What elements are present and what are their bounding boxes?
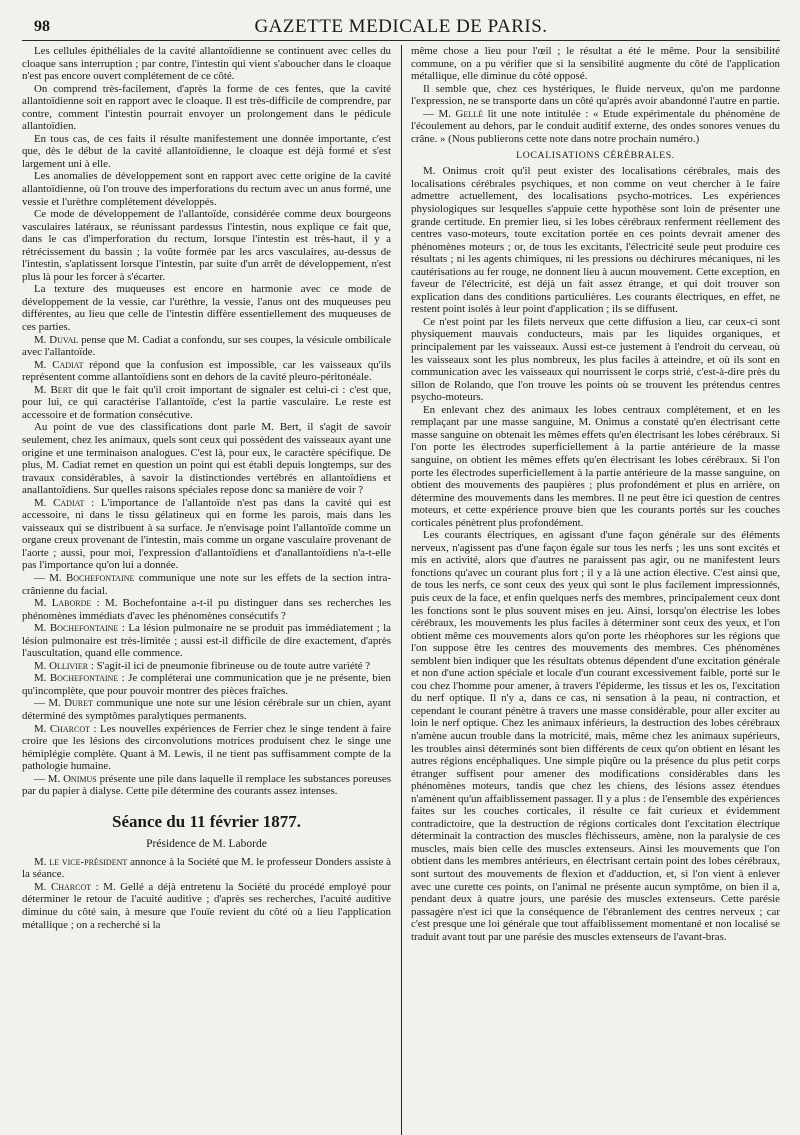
paragraph xyxy=(22,497,391,572)
dash-prefix: — M. xyxy=(423,107,456,120)
paragraph-text: annonce à la Société que M. le professeur Donders assiste à la séance. xyxy=(22,855,391,881)
speaker-name: Gellé xyxy=(455,107,483,120)
journal-title: GAZETTE MEDICALE DE PARIS. xyxy=(254,16,548,37)
paragraph xyxy=(22,672,391,697)
speaker-name: M. Onimus xyxy=(423,165,478,178)
paragraph xyxy=(22,773,391,798)
speaker-name: M. Bochefontaine xyxy=(34,622,119,635)
paragraph-text: pense que M. Cadiat a confondu, sur ses coupes, la vésicule ombilicale avec l'allantoïde. xyxy=(22,333,391,359)
speaker-name: Bochefontaine xyxy=(65,571,135,584)
paragraph-text: : Je compléterai une communication que je ne présente, bien qu'incomplète, que pour pouvoir montrer des pièces fraîches. xyxy=(22,672,391,697)
paragraph-text: : M. Bochefontaine a-t-il pu distinguer dans ses recherches les phénomènes immédiats d'avec les phénomènes consécutifs ? xyxy=(22,597,391,622)
speaker-name: M. Charcot xyxy=(34,722,91,735)
paragraph-text: communique une note sur une lésion cérébrale sur un chien, ayant déterminé des symptômes paralytiques permanents. xyxy=(22,697,391,722)
speaker-name: Duret xyxy=(64,697,93,710)
speaker-name: M. Cadiat xyxy=(34,358,84,371)
paragraph xyxy=(22,572,391,597)
paragraph-text: dit que le fait qu'il croit important de signaler est celui-ci : c'est que, pour lui, ce qui caractérise l'allantoïde, c'est la partie vasculaire. Le reste est accessoire et de formation consécutive. xyxy=(22,383,391,421)
paragraph xyxy=(411,108,780,146)
paragraph xyxy=(22,697,391,722)
paragraph: Ce mode de développement de l'allantoïde, considérée comme deux bourgeons vasculaires latéraux, se réunissant pardessus l'intestin, nous explique ce fait que, dans le cas d'imperforation du rectum, lorsque l'intestin est très-haut, il y a rétrécissement du bassin ; la voûte formée par les arcs vasculaires, au-dessus de l'intestin, s'aplatissent lorsque l'intestin, par suite d'un arrêt de développement, n'est plus là pour les forcer à s'écarter. xyxy=(22,208,391,283)
paragraph xyxy=(22,723,391,773)
dash-prefix: — M. xyxy=(34,571,66,584)
two-column-body xyxy=(22,45,780,1135)
paragraph-text: lit une note intitulée : « Etude expérimentale du phénomène de l'écoulement au dehors, par le conduit auditif externe, des ondes sonores venues du crâne. » (Nous publierons cette note dans notre prochain numéro.) xyxy=(411,107,780,145)
paragraph: Il semble que, chez ces hystériques, le fluide nerveux, qu'on me pardonne l'expression, ne se transporte dans un côté qu'après avoir abandonné l'autre en partie. xyxy=(411,82,780,108)
paragraph: Les cellules épithéliales de la cavité allantoïdienne se continuent avec celles du cloaque sans interruption ; par contre, l'intestin qui vient s'aboucher dans le cloaque n'est pas encore ouvert complétement de ce côté. xyxy=(22,45,391,83)
paragraph xyxy=(22,856,391,881)
paragraph: On comprend très-facilement, d'après la forme de ces fentes, que la cavité allantoïdienne soit en rapport avec le cloaque. Il est très-difficile de comprendre, par contre, comment l'intestin pourrait envoyer un prolongement dans le pédicule allantoïdien. xyxy=(22,82,391,133)
paragraph-text: communique une note sur les effets de la section intra-crânienne du facial. xyxy=(22,571,391,597)
speaker-name: M. Charcot xyxy=(34,880,92,893)
speaker-name: M. Bochefontaine xyxy=(34,672,119,685)
paragraph-text: présente une pile dans laquelle il remplace les substances poreuses par du papier à dialyse. Cette pile détermine des courants assez intenses. xyxy=(22,772,391,798)
speaker-name: M. Laborde xyxy=(34,597,92,610)
paragraph xyxy=(22,881,391,931)
left-column xyxy=(22,45,391,1135)
speaker-name: Onimus xyxy=(63,772,97,785)
paragraph: En enlevant chez des animaux les lobes centraux complétement, et en les remplaçant par une masse sanguine, M. Onimus a constaté qu'en électrisant cette masse sanguine on obtenait les mêmes effets qu'en électrisant les lobes cérébraux. Si l'on porte les électrodes superficiellement à la partie antérieure de la masse sanguine, on obtient les mêmes effets qu'en électrisant les lobes cérébraux. Si l'on porte les électrodes superficiellement à la partie antérieure de la masse sanguine, on obtient des mouvements des paupières ; plus profondément et plus en arrière, on détermine des mouvements dans les membres. Il ne peut être ici question de centres moteurs, et cette expérience prouve bien que les courants portés sur les couches corticales pénètrent plus profondément. xyxy=(411,403,780,529)
paragraph: Ce n'est point par les filets nerveux que cette diffusion a lieu, car ceux-ci sont physiquement mauvais conducteurs, mais par les liquides organiques, et principalement par les vaisseaux. Aussi est-ce justement à l'endroit du cerveau, où les vaisseaux sont les plus nombreux, les plus faciles à atteindre, et où ils sont en communication avec les vaisseaux qui nourrissent le corps strié, c'est-à-dire près du sillon de Rolando, que l'on trouve les points où se trouvent les prétendus centres psycho-moteurs. xyxy=(411,315,780,404)
paragraph: même chose a lieu pour l'œil ; le résultat a été le même. Pour la sensibilité commune, on a pu vérifier que si la sensibilité augmente du côté de l'application métallique, elle diminue du côté opposé. xyxy=(411,45,780,83)
dash-prefix: — M. xyxy=(34,772,64,785)
paragraph xyxy=(22,597,391,622)
presidency-line: Présidence de M. Laborde xyxy=(146,837,267,850)
paragraph xyxy=(22,334,391,359)
section-heading: LOCALISATIONS CÉRÉBRALES. xyxy=(516,150,675,162)
speaker-name: M. Ollivier xyxy=(34,659,89,672)
paragraph: En tous cas, de ces faits il résulte manifestement une donnée importante, c'est que, dès le début de la cavité allantoïdienne, le cloaque est déjà formé et s'est largement uni à elle. xyxy=(22,132,391,170)
dash-prefix: — M. xyxy=(34,697,65,710)
right-column xyxy=(401,45,780,1135)
paragraph xyxy=(411,165,780,316)
speaker-name: M. le vice-président xyxy=(34,855,128,868)
paragraph-text: : L'importance de l'allantoïde n'est pas dans la cavité qui est accessoire, ni dans le tissu gélatineux qui en forme les parois, mais dans les vaisseaux qui se distribuent à sa surface. Je n'envisage point l'allantoïde comme un organe creux provenant de l'intestin, mais comme un organe vasculaire provenant de l'aorte ; aussi, pour moi, l'expression d'allantoïdiens et d'anallantoïdiens n'a-t-elle pas l'importance qu'on lui a donnée. xyxy=(22,496,391,572)
paragraph: Au point de vue des classifications dont parle M. Bert, il s'agit de savoir seulement, chez les animaux, quels sont ceux qui possèdent des vaisseaux ayant une origine et une terminaison analogues. C'est là, pour eux, le caractère spécifique. De plus, M. Cadiat remet en question un point qui est établi depuis longtemps, sur des travaux considérables, à savoir la distinctiondes vertébrés en allantoïdiens et anallantoïdiens. Sur quelles raisons spéciales repose donc sa manière de voir ? xyxy=(22,421,391,497)
paragraph xyxy=(22,622,391,660)
paragraph-text: : Les nouvelles expériences de Ferrier chez le singe tendent à faire croire que les lésions des circonvolutions motrices produisent chez le singe une hémiplégie complète. Quant à M. Lewis, il ne tient pas suffisamment compte de la pathologie humaine. xyxy=(22,722,391,773)
paragraph xyxy=(22,660,391,673)
speaker-name: M. Cadiat xyxy=(34,496,85,509)
speaker-name: M. Bert xyxy=(34,383,73,396)
paragraph xyxy=(22,359,391,384)
paragraph xyxy=(22,384,391,422)
paragraph-text: : M. Gellé a déjà entretenu la Société du procédé employé pour déterminer le retour de l'acuité auditive ; d'après ses recherches, l'acuité auditive diminue du côté sain, à mesure que l'ouïe revient du côté où a lieu l'application métallique ; on a recherché si la xyxy=(22,880,391,931)
speaker-name: M. Duval xyxy=(34,333,79,346)
paragraph-text: croit qu'il peut exister des localisations cérébrales, mais des localisations cérébrales psychiques, et non comme on veut chercher à le faire admettre actuellement, des localisations psycho-motrices. Les expériences physiologiques sur lesquelles s'appuie cette hypothèse sont loin de présenter une grande certitude. En premier lieu, si les lobes cérébraux renferment réellement des centres vaso-moteurs, toute excitation portée en ces points devrait amener des phénomènes moteurs ; or, de tous les excitants, l'électricité seule peut produire ces résultats ; ni les agents chimiques, ni les pressions ou déchirures mécaniques, ni les cautérisations au fer rouge, ne donnent lieu à aucun mouvement. Cette exception, en faveur de l'électricité, est déjà un fait assez étrange, et qui doit trouver son explication dans des conditions particulières. Les courants électriques, en effet, ne restent point isolés à leur point d'application ; ils se diffusent. xyxy=(411,165,780,316)
paragraph: Les anomalies de développement sont en rapport avec cette origine de la cavité allantoïdienne, où l'on trouve des imperforations du rectum avec un anus formé, une vessie et l'urèthre complétement développés. xyxy=(22,170,391,208)
paragraph-text: répond que la confusion est impossible, car les vaisseaux qu'ils représentent comme allantoïdiens sont en dehors de la cavité pleuro-péritonéale. xyxy=(22,358,391,384)
session-heading: Séance du 11 février 1877. xyxy=(111,811,302,831)
page-number: 98 xyxy=(34,18,50,35)
paragraph-text: : S'agit-il ici de pneumonie fibrineuse ou de toute autre variété ? xyxy=(88,659,371,672)
paragraph-text: : La lésion pulmonaire ne se produit pas immédiatement ; la lésion pulmonaire est très-limitée ; aussi est-il difficile de dire exactement, d'après l'auscultation, quand elle commence. xyxy=(22,622,391,660)
paragraph: Les courants électriques, en agissant d'une façon générale sur des éléments nerveux, n'agissent pas d'une façon égale sur tous les nerfs ; les uns sont excités et mis en activité, alors que d'autres ne paraissent pas agir, ou ne manifestent leurs fonctions qu'avec un courant plus fort ; il y a là une action élective. C'est ainsi que, de tous les nerfs, ce sont ceux des yeux qui sont le plus facilement impressionnés, puis ceux de la face, et enfin quelques nerfs des membres, principalement ceux dont les fonctions sont le plus souvent mises en jeu. Ainsi, lorsqu'on électrise les lobes cérébraux, les mouvements les plus faciles à déterminer sont ceux des yeux, et l'on obtient même ces mouvements alors qu'on porte les rhéophores sur les régions que l'on suppose être les centres des mouvements des membres. Ces phénomènes semblent bien indiquer que les résultats obtenus dépendent d'une excitation générale et non d'une action spéciale et locale d'un courant excessivement faible, porté sur le cou chez l'homme pour amener, à travers l'épiderme, les tissus et les os, l'excitation du nerf optique. Il n'y a, dans ce cas, ni sensation à la peau, ni contraction, et cependant le courant pénètre à travers une masse considérable, pour aller exciter au loin le nerf optique. Chez les animaux inférieurs, la destruction des lobes cérébraux n'amène aucun trouble dans la motricité, mais, même chez les animaux supérieurs, les troubles ainsi déterminés sont bien différents de ceux qu'on obtient en lésant les autres régions encéphaliques. Une simple piqûre ou la présence du plus petit corps étranger suffisent pour amener des modifications considérables dans les phénomènes moteurs, tandis que chez les chiens, des lésions assez étendues n'amènent qu'un affaiblissement passager. Il y a plus : de l'ensemble des expériences faites sur les couches corticales, il résulte ce fait curieux et évidemment contradictoire, que la destruction de régions corticales dont l'excitation électrique déterminait la contraction des muscles fléchisseurs, amène, non la paralysie de ces muscles, mais bien celle des muscles extenseurs. Ainsi les mouvements que l'on obtient dans les membres antérieurs, en électrisant certain point des lobes cérébraux, sont surtout des mouvements de flexion et d'adduction, et, si l'on vient à enlever avec une curette ces points, on l'animal ne présente aucun symptôme, on bien il a, pendant deux à quatre jours, une parésie des muscles extenseurs. Cette parésie passagère n'est ici que la conséquence de l'ébranlement des centres nerveux ; car c'est presque une loi générale que tout affaiblissement momentané et non localisé se traduit avant tout par une parésie des muscles extenseurs de l'avant-bras. xyxy=(411,529,780,943)
running-header xyxy=(22,14,780,41)
paragraph: La texture des muqueuses est encore en harmonie avec ce mode de développement de la vessie, car l'urèthre, la vessie, l'anus ont des muqueuses peu différentes, au lieu que celle de l'intestin diffère essentiellement des muqueuses de ces parties. xyxy=(22,283,391,334)
